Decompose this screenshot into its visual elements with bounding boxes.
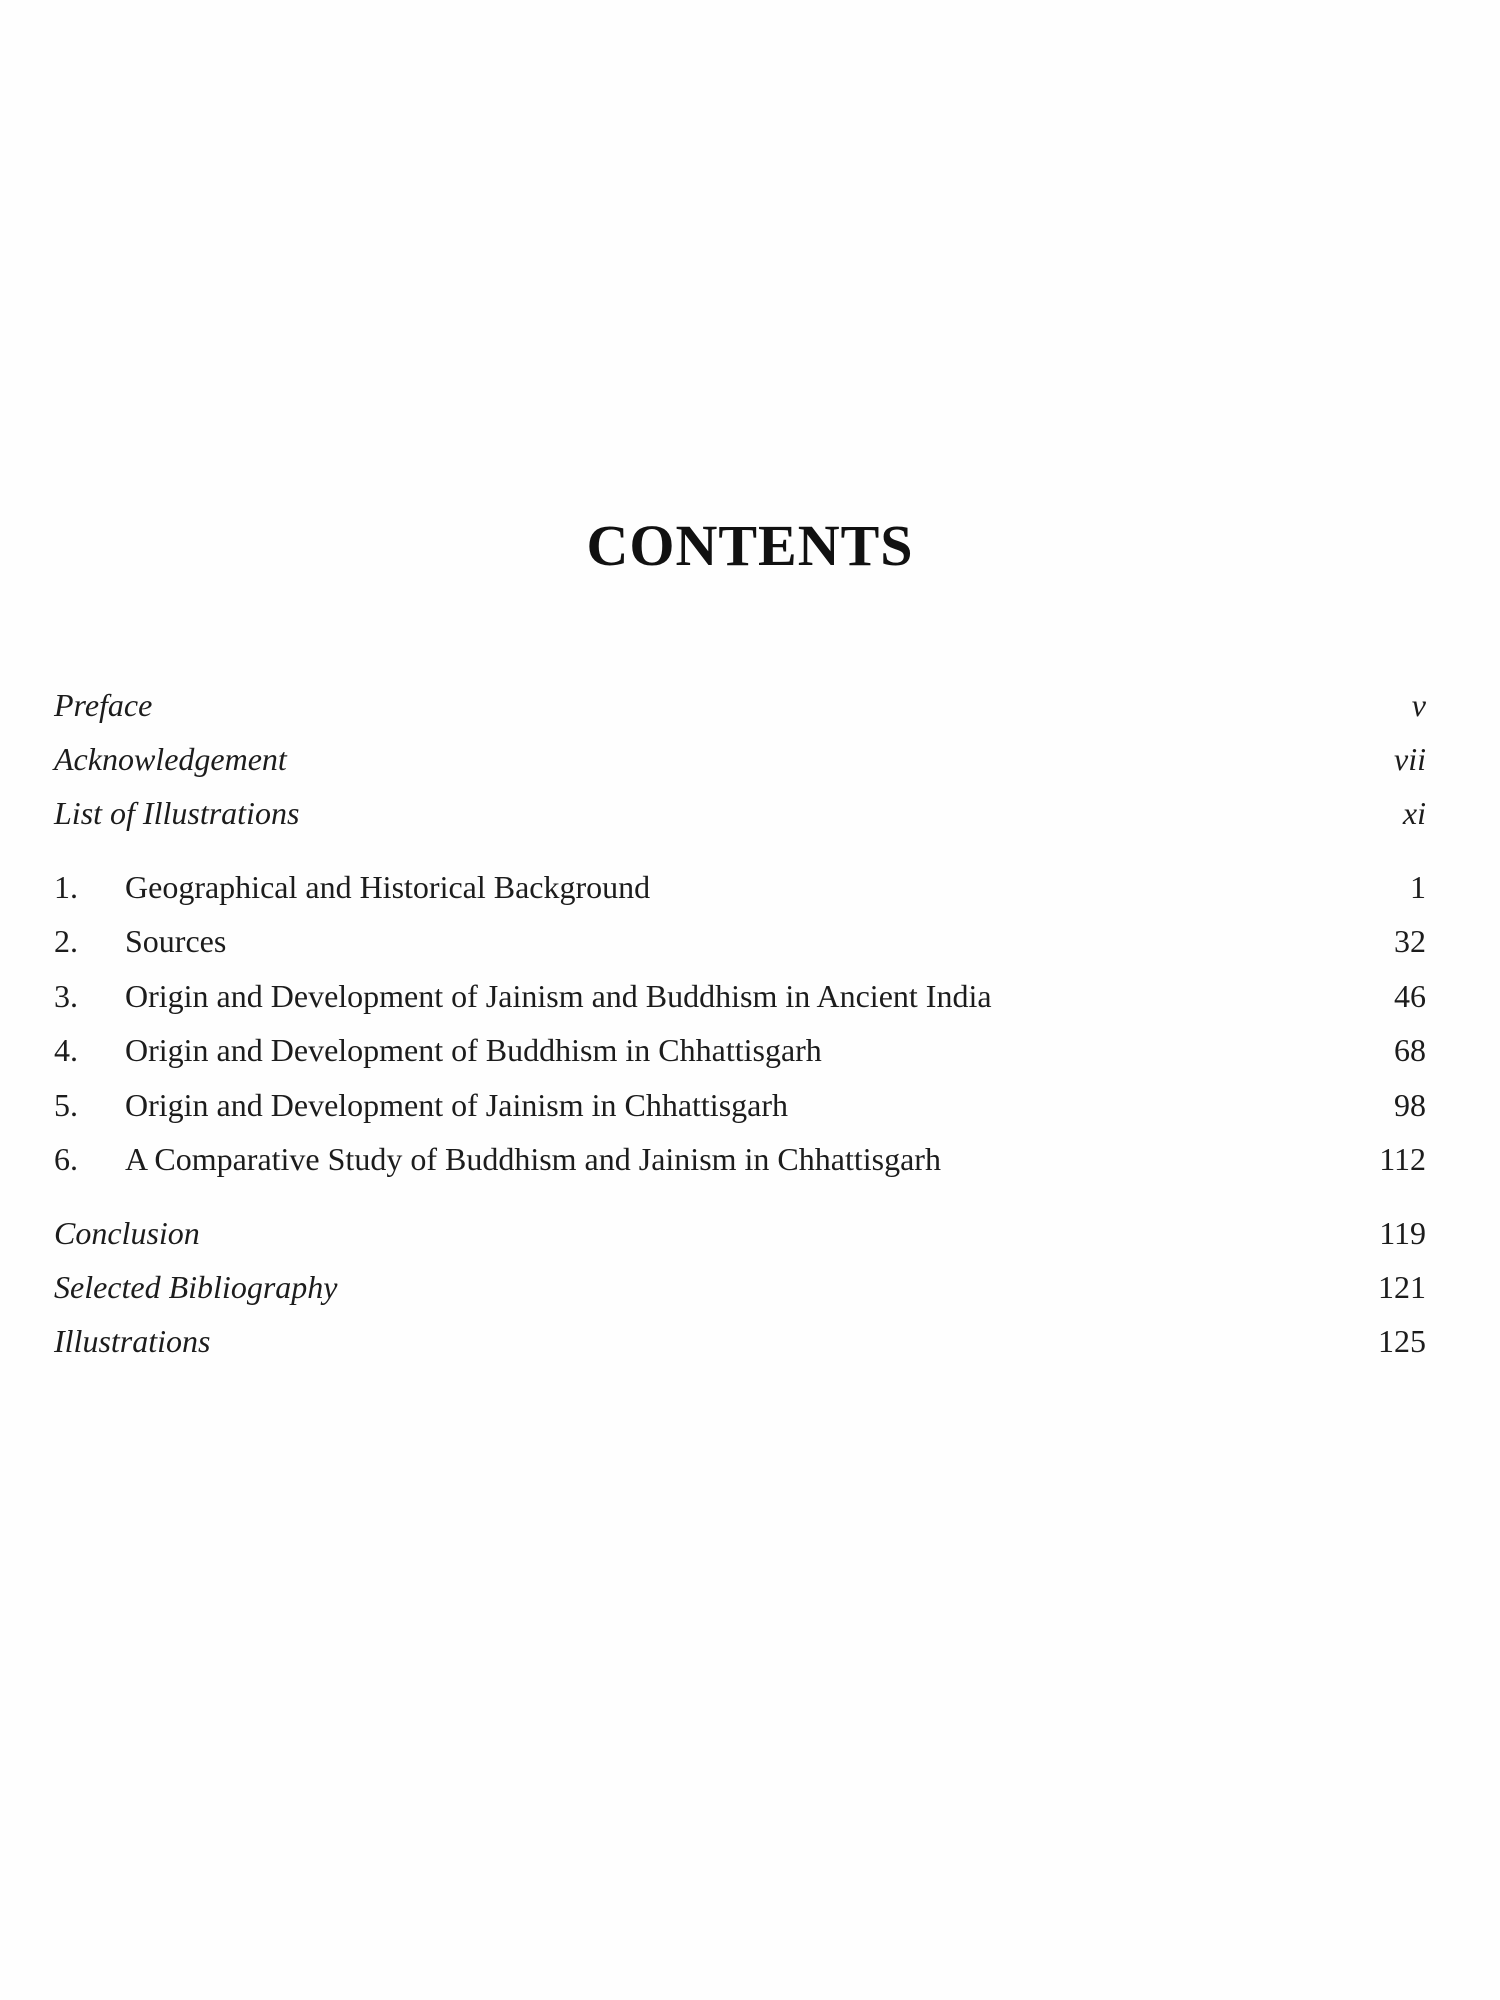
toc-entry-label: Acknowledgement: [54, 741, 287, 777]
toc-entry-label: Selected Bibliography: [54, 1269, 338, 1305]
toc-entry-page: xi: [1402, 795, 1426, 831]
chapter-title: Origin and Development of Jainism and Buddhism in Ancient India: [125, 978, 992, 1014]
toc-entry-label: Conclusion: [54, 1215, 200, 1251]
chapter-page: 68: [1394, 1032, 1426, 1068]
chapter-page: 112: [1379, 1141, 1426, 1177]
chapter-page: 32: [1394, 923, 1426, 959]
toc-entry-label: Preface: [54, 687, 153, 723]
toc-entry-page: 125: [1378, 1323, 1426, 1359]
toc-chapter-5: [54, 1080, 1426, 1130]
toc-entry-conclusion: [54, 1208, 1426, 1258]
chapter-number: 3.: [54, 978, 78, 1014]
toc-entry-page: vii: [1394, 741, 1426, 777]
toc-entry-page: v: [1411, 687, 1426, 723]
toc-entry-preface: [54, 680, 1426, 730]
toc-entry-selected-bibliography: [54, 1262, 1426, 1312]
toc-entry-label: List of Illustrations: [54, 795, 300, 831]
chapter-title: A Comparative Study of Buddhism and Jainism in Chhattisgarh: [125, 1141, 941, 1177]
toc-entry-page: 121: [1378, 1269, 1426, 1305]
chapter-page: 98: [1394, 1087, 1426, 1123]
chapter-number: 4.: [54, 1032, 78, 1068]
toc-entry-list-of-illustrations: [54, 788, 1426, 838]
chapter-page: 46: [1394, 978, 1426, 1014]
toc-chapter-6: [54, 1134, 1426, 1184]
page-title: CONTENTS: [586, 513, 914, 578]
chapter-title: Origin and Development of Jainism in Chhattisgarh: [125, 1087, 788, 1123]
chapter-title: Geographical and Historical Background: [125, 869, 651, 905]
chapter-number: 5.: [54, 1087, 78, 1123]
chapter-number: 2.: [54, 923, 78, 959]
toc-entry-page: 119: [1379, 1215, 1426, 1251]
chapter-title: Sources: [125, 923, 227, 959]
toc-entry-acknowledgement: [54, 734, 1426, 784]
toc-chapter-1: [54, 862, 1426, 912]
toc-chapter-3: [54, 971, 1426, 1021]
toc-chapter-2: [54, 916, 1426, 966]
toc-entry-label: Illustrations: [54, 1323, 211, 1359]
chapter-page: 1: [1410, 869, 1426, 905]
toc-chapter-4: [54, 1025, 1426, 1075]
chapter-title: Origin and Development of Buddhism in Chhattisgarh: [125, 1032, 822, 1068]
chapter-number: 1.: [54, 869, 78, 905]
chapter-number: 6.: [54, 1141, 78, 1177]
toc-entry-illustrations: [54, 1316, 1426, 1366]
